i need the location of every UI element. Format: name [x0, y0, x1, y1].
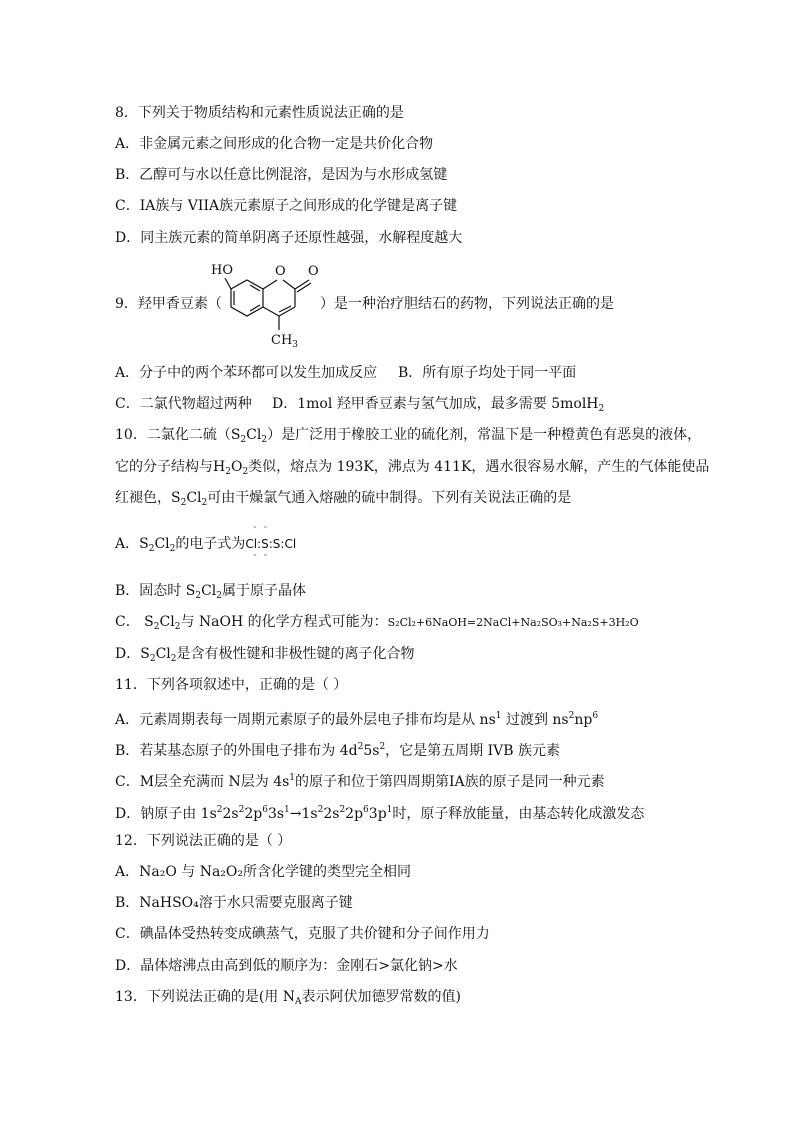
q9-option-b: B．所有原子均处于同一平面: [398, 365, 577, 381]
q12-stem: 12．下列说法正确的是（ ）: [115, 833, 292, 849]
q12-option-d: D．晶体熔沸点由高到低的顺序为：金刚石>氯化钠>水: [115, 958, 458, 974]
q10-option-b: B．固态时 $S_2Cl_2$属于原子晶体: [115, 583, 307, 601]
q9-stem-end: ）是一种治疗胆结石的药物，下列说法正确的是: [320, 296, 614, 312]
q12-option-c: C．碘晶体受热转变成碘蒸气，克服了共价键和分子间作用力: [115, 926, 490, 942]
lone-pair-dots-top: ¨ ¨: [253, 526, 270, 535]
mol-label-ring-o: O: [275, 264, 286, 279]
q11-option-c: C．M层全充满而 N层为 $4s^1$的原子和位于第四周期第ⅠA族的原子是同一种元素: [115, 773, 605, 790]
q10-option-a: A．$S_2Cl_2$的电子式为Cl:S:S:Cl: [115, 536, 297, 554]
q11-option-a: A．元素周期表每一周期元素原子的最外层电子排布均是从 $ns^1$ 过渡到 $ns^2np^6$: [115, 711, 599, 728]
q9-option-c: C．二氯代物超过两种: [115, 396, 252, 412]
q10-stem-line1: 10．二氯化二硫$(S_2Cl_2)$是广泛用于橡胶工业的硫化剂，常温下是一种橙黄色有恶臭的液体，: [115, 427, 702, 445]
q8-stem: 8．下列关于物质结构和元素性质说法正确的是: [115, 105, 404, 121]
q10-stem-line3: 红褪色，$S_2Cl_2$可由干燥氯气通入熔融的硫中制得。下列有关说法正确的是: [115, 490, 572, 508]
mol-label-ho: HO: [211, 263, 233, 278]
q9-option-a: A．分子中的两个苯环都可以发生加成反应: [115, 365, 378, 381]
q12-option-a: A．Na₂O 与 Na₂O₂所含化学键的类型完全相同: [115, 864, 411, 880]
q9-stem-start: 9．羟甲香豆素（: [115, 296, 222, 312]
q11-option-d: D．钠原子由 $1s^22s^22p^63s^1\to 1s^22s^22p^63p^1$时，原子释放能量，由基态转化成激发态: [115, 805, 645, 822]
q8-option-c: C．IA族与 VIIA族元素原子之间形成的化学键是离子键: [115, 198, 458, 214]
q11-stem: 11．下列各项叙述中，正确的是（ ）: [115, 677, 348, 693]
q8-option-a: A．非金属元素之间形成的化合物一定是共价化合物: [115, 136, 434, 152]
q8-option-b: B．乙醇可与水以任意比例混溶，是因为与水形成氢键: [115, 167, 448, 183]
q12-option-b: B．NaHSO₄溶于水只需要克服离子键: [115, 895, 353, 911]
lone-pair-dots-bottom: ¨ ¨: [253, 554, 270, 563]
mol-label-carbonyl-o: O: [308, 264, 319, 279]
q13-stem: 13．下列说法正确的是(用 $N_A$表示阿伏加德罗常数的值): [115, 989, 461, 1007]
mol-label-ch3: $CH_3$: [271, 333, 299, 348]
q10-option-c: C． $S_2Cl_2$与 NaOH 的化学方程式可能为：S₂Cl₂+6NaOH=2NaCl+Na₂SO₃+Na₂S+3H₂O: [115, 614, 639, 632]
s2cl2-electron-formula: Cl:S:S:Cl: [245, 537, 297, 551]
q11-option-b: B．若某基态原子的外围电子排布为 $4d^25s^2$，它是第五周期 IVB 族元素: [115, 742, 561, 759]
q9-option-d: D．1mol 羟甲香豆素与氢气加成，最多需要 5molH$_2$: [272, 396, 605, 414]
hymecromone-structure-diagram: [205, 258, 325, 348]
q10-option-d: D．$S_2Cl_2$是含有极性键和非极性键的离子化合物: [115, 646, 415, 664]
q10-stem-line2: 它的分子结构与$H_2O_2$类似，熔点为 193K，沸点为 411K，遇水很容易水解，产生的气体能使品: [115, 459, 710, 477]
q8-option-d: D．同主族元素的简单阴离子还原性越强，水解程度越大: [115, 230, 463, 246]
